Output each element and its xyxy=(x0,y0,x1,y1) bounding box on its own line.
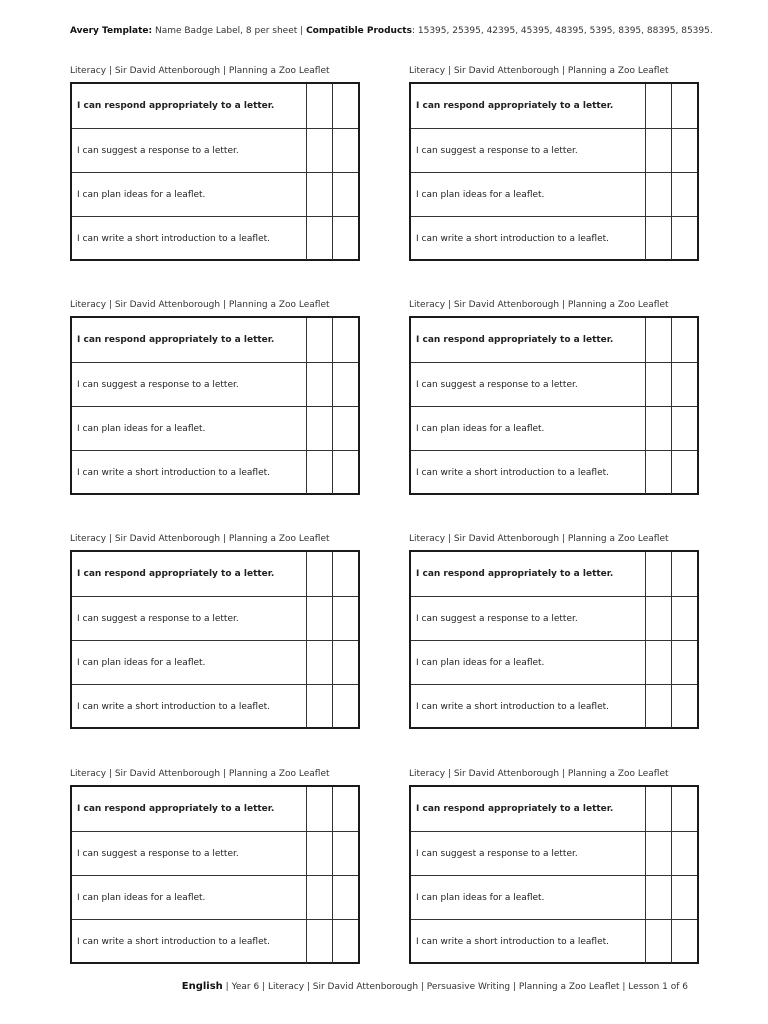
tick-box[interactable] xyxy=(306,552,332,596)
tick-box[interactable] xyxy=(671,920,697,963)
checklist-row xyxy=(72,172,358,216)
tick-box[interactable] xyxy=(332,787,358,831)
tick-box[interactable] xyxy=(332,641,358,684)
statement-text: I can write a short introduction to a leaflet. xyxy=(77,701,271,712)
statement-text: I can write a short introduction to a leaflet. xyxy=(416,467,610,478)
label-title: Literacy | Sir David Attenborough | Planning a Zoo Leaflet xyxy=(409,534,669,544)
statement-text: I can write a short introduction to a leaflet. xyxy=(77,936,271,947)
tick-box[interactable] xyxy=(645,217,671,260)
statement-text: I can respond appropriately to a letter. xyxy=(77,804,275,814)
statement-text: I can plan ideas for a leaflet. xyxy=(77,657,206,668)
label-title: Literacy | Sir David Attenborough | Planning a Zoo Leaflet xyxy=(409,66,669,76)
tick-box[interactable] xyxy=(332,84,358,128)
footer-details: | Year 6 | Literacy | Sir David Attenborough | Persuasive Writing | Planning a Zoo Leaflet | Lesson 1 of 6 xyxy=(225,982,688,992)
checklist-row xyxy=(411,640,697,684)
checklist-row xyxy=(411,919,697,963)
tick-box[interactable] xyxy=(671,876,697,919)
compatible-products-value: : 15395, 25395, 42395, 45395, 48395, 5395, 8395, 88395, 85395. xyxy=(411,26,713,36)
tick-box[interactable] xyxy=(671,641,697,684)
statement-text: I can suggest a response to a letter. xyxy=(416,379,578,390)
tick-box[interactable] xyxy=(332,217,358,260)
compatible-products-label: Compatible Products xyxy=(306,26,412,36)
checklist-row xyxy=(72,362,358,406)
tick-box[interactable] xyxy=(645,318,671,362)
tick-box[interactable] xyxy=(671,451,697,494)
tick-box[interactable] xyxy=(306,876,332,919)
checklist-row xyxy=(72,406,358,450)
page-footer xyxy=(182,981,688,992)
statement-text: I can plan ideas for a leaflet. xyxy=(416,189,545,200)
tick-box[interactable] xyxy=(306,318,332,362)
checklist-row xyxy=(72,84,358,128)
tick-box[interactable] xyxy=(332,832,358,875)
name-badge-label xyxy=(70,300,360,495)
tick-box[interactable] xyxy=(332,597,358,640)
tick-box[interactable] xyxy=(671,597,697,640)
checklist-row xyxy=(72,216,358,260)
avery-template-value: Name Badge Label, 8 per sheet | xyxy=(154,26,304,36)
statement-text: I can plan ideas for a leaflet. xyxy=(77,892,206,903)
checklist-row xyxy=(411,596,697,640)
tick-box[interactable] xyxy=(306,363,332,406)
checklist-row xyxy=(72,684,358,728)
statement-text: I can respond appropriately to a letter. xyxy=(416,804,614,814)
checklist-table xyxy=(409,550,699,729)
statement-text: I can plan ideas for a leaflet. xyxy=(416,423,545,434)
checklist-row xyxy=(411,216,697,260)
name-badge-label xyxy=(409,66,699,261)
tick-box[interactable] xyxy=(306,641,332,684)
tick-box[interactable] xyxy=(332,173,358,216)
tick-box[interactable] xyxy=(645,832,671,875)
statement-text: I can write a short introduction to a leaflet. xyxy=(416,936,610,947)
tick-box[interactable] xyxy=(332,129,358,172)
checklist-row xyxy=(72,919,358,963)
name-badge-label xyxy=(409,300,699,495)
tick-box[interactable] xyxy=(671,84,697,128)
checklist-row xyxy=(72,831,358,875)
checklist-row xyxy=(411,84,697,128)
statement-text: I can suggest a response to a letter. xyxy=(416,145,578,156)
statement-text: I can suggest a response to a letter. xyxy=(416,613,578,624)
avery-template-label: Avery Template: xyxy=(70,26,153,36)
label-title: Literacy | Sir David Attenborough | Planning a Zoo Leaflet xyxy=(70,66,330,76)
tick-box[interactable] xyxy=(645,552,671,596)
statement-text: I can plan ideas for a leaflet. xyxy=(77,423,206,434)
statement-text: I can suggest a response to a letter. xyxy=(77,848,239,859)
statement-text: I can plan ideas for a leaflet. xyxy=(416,657,545,668)
tick-box[interactable] xyxy=(671,173,697,216)
tick-box[interactable] xyxy=(306,217,332,260)
tick-box[interactable] xyxy=(332,363,358,406)
checklist-table xyxy=(70,550,360,729)
tick-box[interactable] xyxy=(332,876,358,919)
statement-text: I can suggest a response to a letter. xyxy=(77,145,239,156)
tick-box[interactable] xyxy=(671,787,697,831)
checklist-row xyxy=(411,787,697,831)
tick-box[interactable] xyxy=(306,685,332,728)
checklist-row xyxy=(411,172,697,216)
tick-box[interactable] xyxy=(306,84,332,128)
tick-box[interactable] xyxy=(332,552,358,596)
tick-box[interactable] xyxy=(332,451,358,494)
checklist-row xyxy=(411,406,697,450)
checklist-table xyxy=(70,785,360,964)
name-badge-label xyxy=(409,769,699,964)
tick-box[interactable] xyxy=(645,787,671,831)
statement-text: I can write a short introduction to a leaflet. xyxy=(77,467,271,478)
checklist-table xyxy=(70,82,360,261)
tick-box[interactable] xyxy=(306,597,332,640)
label-title: Literacy | Sir David Attenborough | Planning a Zoo Leaflet xyxy=(70,300,330,310)
checklist-row xyxy=(411,318,697,362)
tick-box[interactable] xyxy=(671,685,697,728)
checklist-row xyxy=(72,875,358,919)
checklist-row xyxy=(411,875,697,919)
name-badge-label xyxy=(409,534,699,729)
tick-box[interactable] xyxy=(671,363,697,406)
checklist-row xyxy=(72,640,358,684)
checklist-row xyxy=(72,596,358,640)
statement-text: I can respond appropriately to a letter. xyxy=(416,569,614,579)
statement-text: I can suggest a response to a letter. xyxy=(77,379,239,390)
tick-box[interactable] xyxy=(671,318,697,362)
statement-text: I can respond appropriately to a letter. xyxy=(77,101,275,111)
tick-box[interactable] xyxy=(332,318,358,362)
checklist-row xyxy=(72,552,358,596)
statement-text: I can suggest a response to a letter. xyxy=(77,613,239,624)
tick-box[interactable] xyxy=(671,552,697,596)
checklist-table xyxy=(409,785,699,964)
label-title: Literacy | Sir David Attenborough | Planning a Zoo Leaflet xyxy=(70,534,330,544)
tick-box[interactable] xyxy=(306,451,332,494)
tick-box[interactable] xyxy=(306,173,332,216)
tick-box[interactable] xyxy=(306,832,332,875)
checklist-table xyxy=(70,316,360,495)
tick-box[interactable] xyxy=(306,129,332,172)
tick-box[interactable] xyxy=(645,451,671,494)
statement-text: I can plan ideas for a leaflet. xyxy=(416,892,545,903)
checklist-row xyxy=(411,450,697,494)
checklist-row xyxy=(72,128,358,172)
checklist-table xyxy=(409,316,699,495)
label-title: Literacy | Sir David Attenborough | Planning a Zoo Leaflet xyxy=(70,769,330,779)
checklist-row xyxy=(411,362,697,406)
statement-text: I can respond appropriately to a letter. xyxy=(416,335,614,345)
name-badge-label xyxy=(70,769,360,964)
tick-box[interactable] xyxy=(645,597,671,640)
tick-box[interactable] xyxy=(306,407,332,450)
checklist-row xyxy=(411,552,697,596)
checklist-row xyxy=(72,450,358,494)
statement-text: I can write a short introduction to a leaflet. xyxy=(416,233,610,244)
tick-box[interactable] xyxy=(306,787,332,831)
tick-box[interactable] xyxy=(645,920,671,963)
statement-text: I can respond appropriately to a letter. xyxy=(416,101,614,111)
tick-box[interactable] xyxy=(645,407,671,450)
tick-box[interactable] xyxy=(332,920,358,963)
template-header xyxy=(70,26,713,36)
label-title: Literacy | Sir David Attenborough | Planning a Zoo Leaflet xyxy=(409,300,669,310)
statement-text: I can plan ideas for a leaflet. xyxy=(77,189,206,200)
checklist-row xyxy=(411,831,697,875)
tick-box[interactable] xyxy=(671,129,697,172)
name-badge-label xyxy=(70,66,360,261)
tick-box[interactable] xyxy=(645,363,671,406)
tick-box[interactable] xyxy=(671,217,697,260)
tick-box[interactable] xyxy=(332,407,358,450)
checklist-row xyxy=(72,318,358,362)
checklist-row xyxy=(72,787,358,831)
checklist-row xyxy=(411,128,697,172)
statement-text: I can suggest a response to a letter. xyxy=(416,848,578,859)
tick-box[interactable] xyxy=(645,685,671,728)
checklist-row xyxy=(411,684,697,728)
footer-subject: English xyxy=(181,981,223,992)
tick-box[interactable] xyxy=(645,84,671,128)
statement-text: I can write a short introduction to a leaflet. xyxy=(416,701,610,712)
tick-box[interactable] xyxy=(645,129,671,172)
tick-box[interactable] xyxy=(671,832,697,875)
tick-box[interactable] xyxy=(332,685,358,728)
statement-text: I can respond appropriately to a letter. xyxy=(77,335,275,345)
tick-box[interactable] xyxy=(645,641,671,684)
label-title: Literacy | Sir David Attenborough | Planning a Zoo Leaflet xyxy=(409,769,669,779)
checklist-table xyxy=(409,82,699,261)
tick-box[interactable] xyxy=(645,173,671,216)
name-badge-label xyxy=(70,534,360,729)
statement-text: I can respond appropriately to a letter. xyxy=(77,569,275,579)
tick-box[interactable] xyxy=(671,407,697,450)
statement-text: I can write a short introduction to a leaflet. xyxy=(77,233,271,244)
tick-box[interactable] xyxy=(645,876,671,919)
tick-box[interactable] xyxy=(306,920,332,963)
